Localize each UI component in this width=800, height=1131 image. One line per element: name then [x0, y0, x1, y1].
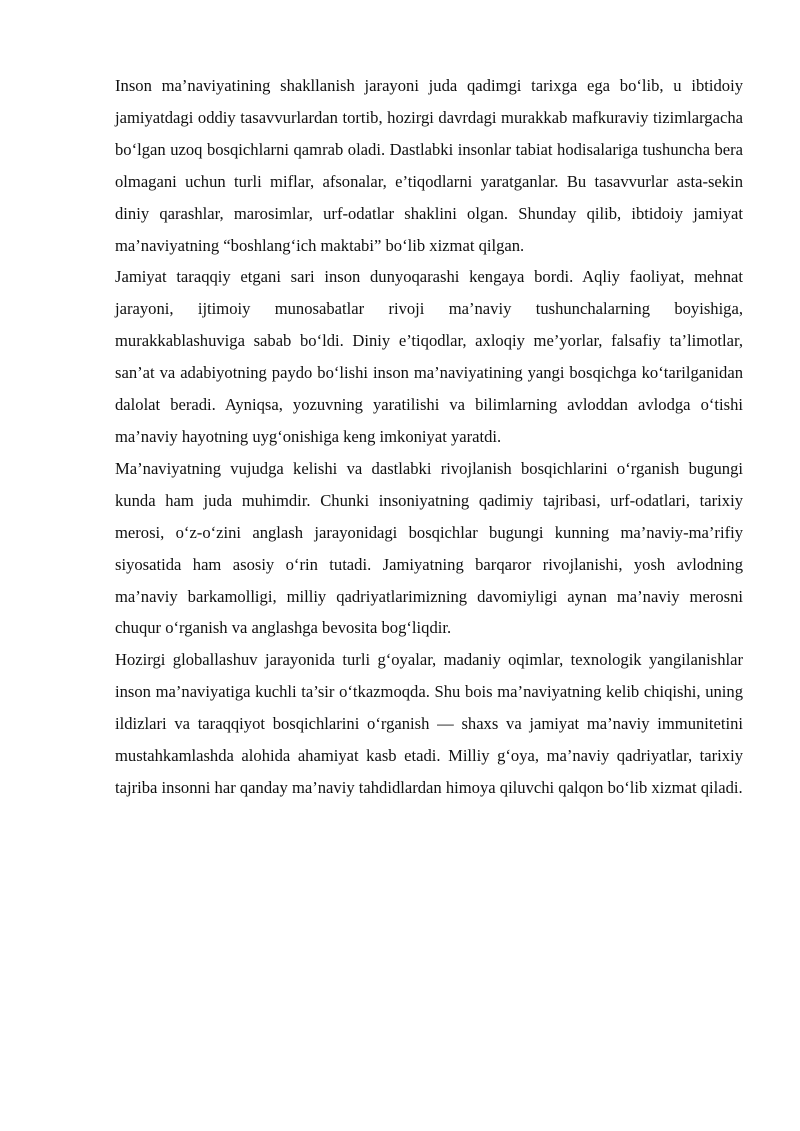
paragraph-globalization: Hozirgi globallashuv jarayonida turli g‘oyalar, madaniy oqimlar, texnologik yangilanishlar inson ma’naviyatiga kuchli ta’sir o‘tkazmoqda. Shu bois ma’naviyatning kelib chiqishi, uning ildizlari va taraqqiyot bosqichlarini o‘rganish — shaxs va jamiyat ma’naviy immunitetini mustahkamlashda alohida ahamiyat kasb etadi. Milliy g‘oya, ma’naviy qadriyatlar, tarixiy tajriba insonni har qanday ma’naviy tahdidlardan himoya qiluvchi qalqon bo‘lib xizmat qiladi.: [115, 650, 743, 797]
paragraph-origins: Inson ma’naviyatining shakllanish jarayoni juda qadimgi tarixga ega bo‘lib, u ibtidoiy jamiyatdagi oddiy tasavvurlardan tortib, hozirgi davrdagi murakkab mafkuraviy tizimlargacha bo‘lgan uzoq bosqichlarni qamrab oladi. Dastlabki insonlar tabiat hodisalariga tushuncha bera olmagani uchun turli miflar, afsonalar, e’tiqodlarni yaratganlar. Bu tasavvurlar asta-sekin diniy qarashlar, marosimlar, urf-odatlar shaklini olgan. Shunday qilib, ibtidoiy jamiyat ma’naviyatning “boshlang‘ich maktabi” bo‘lib xizmat qilgan.: [115, 76, 743, 255]
document-page: [115, 70, 743, 804]
paragraph-development: Jamiyat taraqqiy etgani sari inson dunyoqarashi kengaya bordi. Aqliy faoliyat, mehnat jarayoni, ijtimoiy munosabatlar rivoji ma’naviy tushunchalarning boyishiga, murakkablashuviga sabab bo‘ldi. Diniy e’tiqodlar, axloqiy me’yorlar, falsafiy ta’limotlar, san’at va adabiyotning paydo bo‘lishi inson ma’naviyatining yangi bosqichga ko‘tarilganidan dalolat beradi. Ayniqsa, yozuvning yaratilishi va bilimlarning avloddan avlodga o‘tishi ma’naviy hayotning uyg‘onishiga keng imkoniyat yaratdi.: [115, 267, 743, 446]
paragraph-importance: Ma’naviyatning vujudga kelishi va dastlabki rivojlanish bosqichlarini o‘rganish bugungi kunda ham juda muhimdir. Chunki insoniyatning qadimiy tajribasi, urf-odatlari, tarixiy merosi, o‘z-o‘zini anglash jarayonidagi bosqichlar bugungi kunning ma’naviy-ma’rifiy siyosatida ham asosiy o‘rin tutadi. Jamiyatning barqaror rivojlanishi, yosh avlodning ma’naviy barkamolligi, milliy qadriyatlarimizning davomiyligi aynan ma’naviy merosni chuqur o‘rganish va anglashga bevosita bog‘liqdir.: [115, 458, 743, 638]
